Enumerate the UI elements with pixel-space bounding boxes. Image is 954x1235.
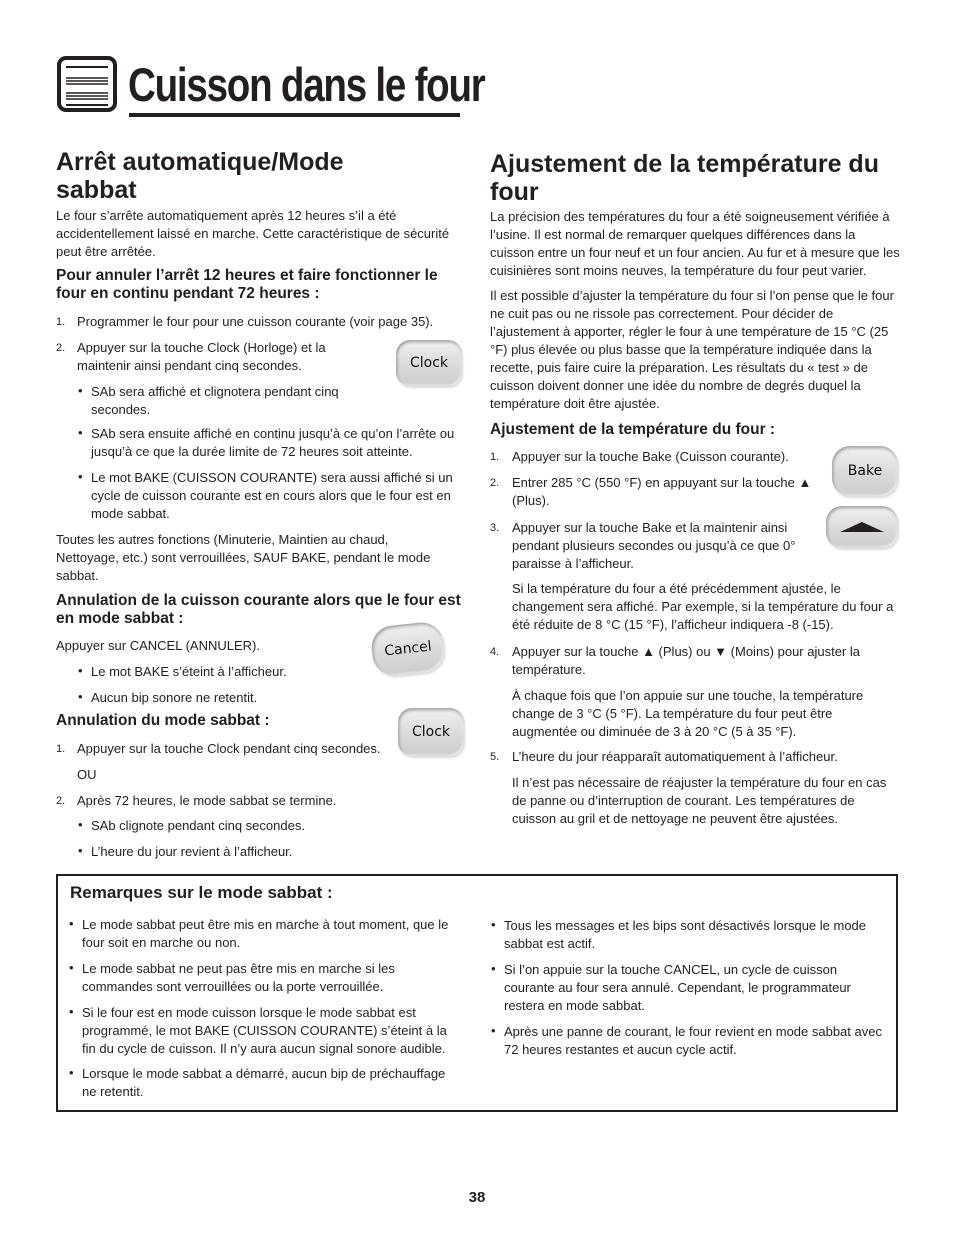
bullet: • xyxy=(69,916,74,931)
note-left-1: Le mode sabbat peut être mis en marche à tout moment, que le four soit en marche ou non. xyxy=(82,917,449,950)
note-left-2: Le mode sabbat ne peut pas être mis en marche si les commandes sont verrouillées ou la porte verrouillée. xyxy=(82,961,395,994)
step-number: 5. xyxy=(490,751,500,763)
page-title: Cuisson dans le four xyxy=(128,58,485,111)
left-subheading-3: Annulation du mode sabbat : xyxy=(56,712,270,729)
title-underline xyxy=(129,113,460,117)
right-step-2: Entrer 285 °C (550 °F) en appuyant sur la touche ▲ (Plus). xyxy=(512,475,812,508)
right-step-5-note: Il n’est pas nécessaire de réajuster la température du four en cas de panne ou d’interruption de courant. Les températures de cuisson au gril et de nettoyage ne peuvent être ajustées. xyxy=(512,775,887,826)
right-subheading: Ajustement de la température du four : xyxy=(490,421,776,438)
bullet: • xyxy=(78,817,83,832)
bullet: • xyxy=(78,469,83,484)
right-step-4-note: À chaque fois que l’on appuie sur une touche, la température change de 3 °C (5 °F). La température du four peut être augmentée ou diminuée de 3 à 20 °C (5 à 35 °F). xyxy=(512,688,864,739)
bullet: • xyxy=(69,1004,74,1019)
bullet: • xyxy=(69,1065,74,1080)
right-step-3-note: Si la température du four a été précédemment ajustée, le changement sera affiché. Par exemple, si la température du four a été réduite de 8 °C (15 °F), l’afficheur indiquera -8 (-15). xyxy=(512,581,894,632)
bullet: • xyxy=(491,1023,496,1038)
notes-heading: Remarques sur le mode sabbat : xyxy=(70,883,333,902)
bullet: • xyxy=(491,961,496,976)
bullet: • xyxy=(78,383,83,398)
right-para-2: Il est possible d’ajuster la température du four si l’on pense que le four ne cuit pas ou ne rissole pas correctement. Pour décider de l’ajustement à apporter, régler le four à une température de 15 °C (25 °F) plus élevée ou plus basse que la température indiquée dans la recette, puis faire cuire la préparation. Les résultats du « test » de cuisson doivent donner une idée du nombre de degrés duquel la température doit être ajustée. xyxy=(490,288,894,411)
step-number: 2. xyxy=(56,342,66,354)
note-right-2: Si l’on appuie sur la touche CANCEL, un cycle de cuisson courante au four sera annulé. Cependant, le programmateur restera en mode sabbat. xyxy=(504,962,851,1013)
bullet: • xyxy=(78,843,83,858)
right-step-5: L’heure du jour réapparaît automatiquement à l’afficheur. xyxy=(512,749,838,764)
left-bullet-1: SAb sera affiché et clignotera pendant cinq secondes. xyxy=(91,384,339,417)
clock-key-2[interactable]: Clock xyxy=(398,708,464,756)
left-step-1: Programmer le four pour une cuisson courante (voir page 35). xyxy=(77,314,434,329)
left-step-2: Appuyer sur la touche Clock (Horloge) et la maintenir ainsi pendant cinq secondes. xyxy=(77,340,326,373)
right-step-4: Appuyer sur la touche ▲ (Plus) ou ▼ (Moins) pour ajuster la température. xyxy=(512,644,860,677)
note-right-3: Après une panne de courant, le four revient en mode sabbat avec 72 heures restantes et aucun cycle actif. xyxy=(504,1024,882,1057)
left-subheading-1: Pour annuler l’arrêt 12 heures et faire fonctionner le four en continu pendant 72 heures : xyxy=(56,267,438,302)
cancel-instruction: Appuyer sur CANCEL (ANNULER). xyxy=(56,638,260,653)
left-bullet-2: SAb sera ensuite affiché en continu jusqu’à ce qu’on l’arrête ou jusqu’à ce que la durée limite de 72 heures soit atteinte. xyxy=(91,426,455,459)
left-subheading-2: Annulation de la cuisson courante alors que le four est en mode sabbat : xyxy=(56,592,461,627)
step-number: 1. xyxy=(490,451,500,463)
clock-key-1[interactable]: Clock xyxy=(396,340,462,386)
step-number: 4. xyxy=(490,646,500,658)
left-or: OU xyxy=(77,767,97,782)
left-step-4: Après 72 heures, le mode sabbat se termine. xyxy=(77,793,337,808)
right-step-3: Appuyer sur la touche Bake et la maintenir ainsi pendant plusieurs secondes ou jusqu’à ce que 0° paraisse à l’afficheur. xyxy=(512,520,796,571)
left-heading: Arrêt automatique/Mode sabbat xyxy=(56,148,344,204)
bullet: • xyxy=(491,917,496,932)
note-left-4: Lorsque le mode sabbat a démarré, aucun bip de préchauffage ne retentit. xyxy=(82,1066,446,1099)
left-step-3: Appuyer sur la touche Clock pendant cinq secondes. xyxy=(77,741,381,756)
note-left-3: Si le four est en mode cuisson lorsque le mode sabbat est programmé, le mot BAKE (CUISSON COURANTE) s’éteint à la fin du cycle de cuisson. Il n’y aura aucun signal sonore audible. xyxy=(82,1005,447,1056)
step-number: 1. xyxy=(56,316,66,328)
bullet: • xyxy=(78,663,83,678)
right-para-1: La précision des températures du four a été soigneusement vérifiée à l’usine. Il est normal de remarquer quelques différences dans la cuisson entre un four neuf et un four ancien. Au fur et à mesure que les cuisinières sont moins neuves, la température du four peut varier. xyxy=(490,209,900,278)
cancel-bullet-1: Le mot BAKE s’éteint à l’afficheur. xyxy=(91,664,287,679)
left-para-2: Toutes les autres fonctions (Minuterie, Maintien au chaud, Nettoyage, etc.) sont verrouillées, SAUF BAKE, pendant le mode sabbat. xyxy=(56,532,431,583)
bullet: • xyxy=(69,960,74,975)
up-arrow-icon xyxy=(840,521,884,533)
bullet: • xyxy=(78,425,83,440)
end-bullet-1: SAb clignote pendant cinq secondes. xyxy=(91,818,305,833)
cancel-key[interactable]: Cancel xyxy=(370,620,447,677)
step-number: 1. xyxy=(56,743,66,755)
step-number: 3. xyxy=(490,522,500,534)
step-number: 2. xyxy=(56,795,66,807)
left-intro: Le four s’arrête automatiquement après 12 heures s’il a été accidentellement laissé en marche. Cette caractéristique de sécurité peut être arrêtée. xyxy=(56,208,450,259)
plus-key[interactable] xyxy=(826,506,898,548)
end-bullet-2: L’heure du jour revient à l’afficheur. xyxy=(91,844,293,859)
bullet: • xyxy=(78,689,83,704)
left-bullet-3: Le mot BAKE (CUISSON COURANTE) sera aussi affiché si un cycle de cuisson courante est en cours alors que le four est en mode sabbat. xyxy=(91,470,453,521)
right-heading: Ajustement de la température du four xyxy=(490,150,879,206)
note-right-1: Tous les messages et les bips sont désactivés lorsque le mode sabbat est actif. xyxy=(504,918,867,951)
step-number: 2. xyxy=(490,477,500,489)
right-step-1: Appuyer sur la touche Bake (Cuisson courante). xyxy=(512,449,789,464)
oven-icon xyxy=(56,56,118,112)
bake-key[interactable]: Bake xyxy=(832,446,898,496)
page-number: 38 xyxy=(468,1189,486,1206)
cancel-bullet-2: Aucun bip sonore ne retentit. xyxy=(91,690,258,705)
